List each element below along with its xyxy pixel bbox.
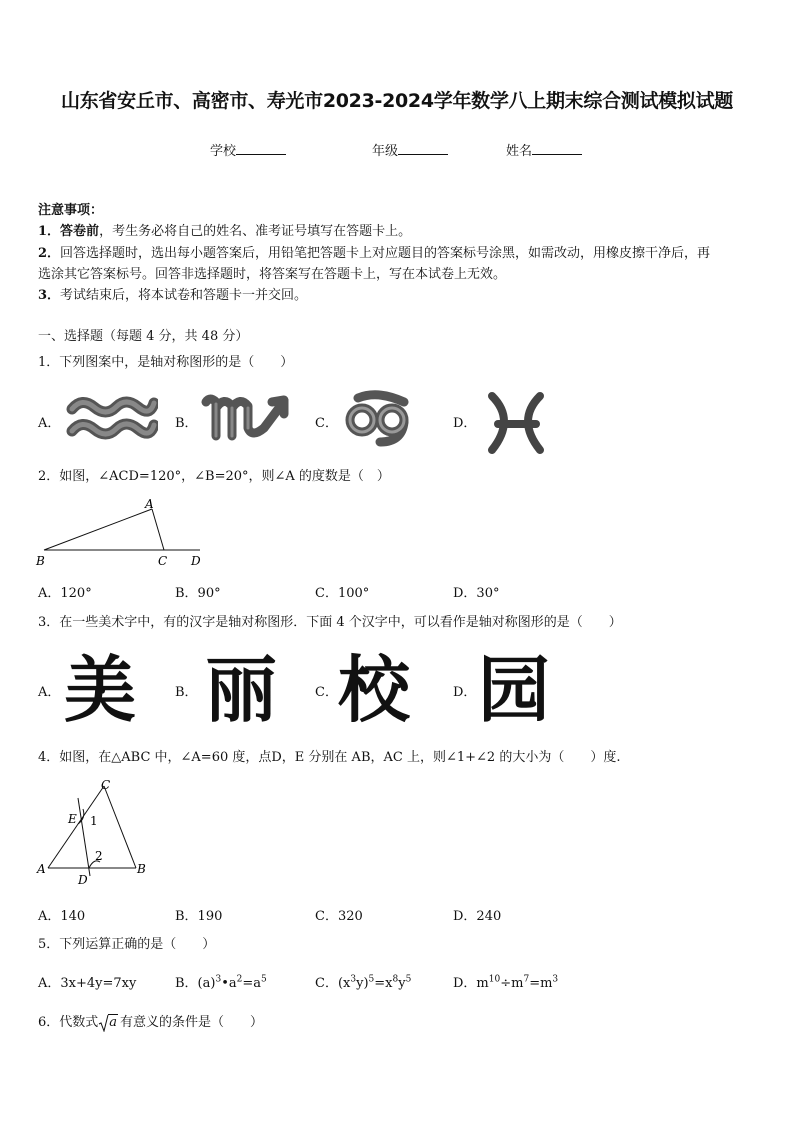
q4-option-c: C．320 xyxy=(315,909,363,924)
q4-option-d: D．240 xyxy=(453,909,502,924)
q5-option-b xyxy=(175,972,267,991)
q4-stem: 4．如图，在△ABC 中，∠A=60 度，点D，E 分别在 AB，AC 上，则∠1+∠2 的大小为（ ）度. xyxy=(38,750,621,765)
aquarius-symbol-image xyxy=(66,393,158,447)
q1-option-d-label: D． xyxy=(453,416,477,431)
notice-heading: 注意事项： xyxy=(38,203,104,218)
q2-label-d: D xyxy=(191,554,201,568)
notice-item-3-num: 3． xyxy=(38,288,61,303)
name-blank[interactable] xyxy=(532,142,582,155)
q5-d-exp: 7 xyxy=(523,974,530,985)
cancer-symbol-image xyxy=(338,388,416,448)
q6-stem-pre: 6．代数式 xyxy=(38,1015,99,1030)
q3-char-b: 丽 xyxy=(205,648,278,732)
q6-stem-post: 有意义的条件是（ ） xyxy=(120,1015,264,1030)
notice-item-2-cont: 选涂其它答案标号。回答非选择题时，将答案写在答题卡上，写在本试卷上无效。 xyxy=(38,267,507,282)
q5-d-part: =m xyxy=(529,976,553,991)
pisces-symbol-image xyxy=(486,390,546,456)
notice-item-1-text: ，考生务必将自己的姓名、准考证号填写在答题卡上。 xyxy=(99,224,412,239)
q1-stem: 1．下列图案中，是轴对称图形的是（ ） xyxy=(38,355,294,370)
q1-option-c-label: C． xyxy=(315,416,338,431)
name-field xyxy=(506,140,582,159)
q2-option-d: D．30° xyxy=(453,586,500,601)
q5-b-part: B．(a) xyxy=(175,976,216,991)
school-label: 学校 xyxy=(210,144,237,159)
q6-radicand: a xyxy=(109,1015,118,1030)
q2-option-c: C．100° xyxy=(315,586,370,601)
q2-option-a: A．120° xyxy=(38,586,92,601)
q5-d-exp: 10 xyxy=(488,974,501,985)
notice-item-2 xyxy=(38,243,710,265)
q5-b-part: •a xyxy=(221,976,237,991)
q5-option-c xyxy=(315,972,411,991)
q3-option-d-label: D． xyxy=(453,685,477,700)
q4-label-d: D xyxy=(78,873,88,887)
q1-option-a-label: A． xyxy=(38,416,61,431)
q2-triangle-figure xyxy=(34,494,214,570)
q5-stem: 5．下列运算正确的是（ ） xyxy=(38,937,216,952)
q4-angle-1: 1 xyxy=(90,814,98,828)
q4-label-e: E xyxy=(68,812,77,826)
q3-option-a-label: A． xyxy=(38,685,61,700)
q4-option-a: A．140 xyxy=(38,909,86,924)
q6-radical xyxy=(98,1012,118,1034)
school-blank[interactable] xyxy=(236,142,286,155)
q5-d-part: D．m xyxy=(453,976,489,991)
q4-label-b: B xyxy=(137,862,146,876)
q5-c-part: y xyxy=(398,976,406,991)
sqrt-icon xyxy=(98,1014,109,1032)
q2-stem: 2．如图，∠ACD=120°，∠B=20°，则∠A 的度数是（ ） xyxy=(38,469,390,484)
section-heading: 一、选择题（每题 4 分，共 48 分） xyxy=(38,329,249,344)
q4-label-a: A xyxy=(37,862,46,876)
q2-label-c: C xyxy=(158,554,168,568)
notice-item-1-bold: 答卷前 xyxy=(60,224,100,239)
page-title: 山东省安丘市、高密市、寿光市2023-2024学年数学八上期末综合测试模拟试题 xyxy=(61,90,733,112)
q5-d-part: ÷m xyxy=(500,976,524,991)
q5-c-part: =x xyxy=(374,976,393,991)
name-label: 姓名 xyxy=(506,144,533,159)
q5-c-part: y) xyxy=(356,976,369,991)
q3-option-b-label: B． xyxy=(175,685,198,700)
notice-item-1 xyxy=(38,221,411,243)
q3-char-c: 校 xyxy=(338,648,411,732)
q5-c-exp: 5 xyxy=(368,974,375,985)
q3-char-a: 美 xyxy=(64,648,137,732)
grade-blank[interactable] xyxy=(398,142,448,155)
q3-stem: 3．在一些美术字中，有的汉字是轴对称图形．下面 4 个汉字中，可以看作是轴对称图形的是（ ） xyxy=(38,615,622,630)
notice-item-2-num: 2． xyxy=(38,246,61,261)
q5-option-a: A．3x+4y=7xy xyxy=(38,976,137,991)
q3-option-c-label: C． xyxy=(315,685,338,700)
q2-label-a: A xyxy=(145,497,154,511)
q4-triangle-figure xyxy=(34,776,158,888)
q5-b-part: =a xyxy=(242,976,261,991)
q5-b-exp: 2 xyxy=(236,974,243,985)
notice-item-1-num: 1． xyxy=(38,224,61,239)
scorpio-symbol-image xyxy=(200,388,296,446)
q6-stem xyxy=(38,1012,263,1034)
q2-label-b: B xyxy=(36,554,45,568)
q4-label-c: C xyxy=(101,778,111,792)
q5-option-d xyxy=(453,972,558,991)
q3-char-d: 园 xyxy=(478,648,551,732)
school-field xyxy=(210,140,286,159)
q5-c-exp: 5 xyxy=(405,974,412,985)
q2-option-b: B．90° xyxy=(175,586,221,601)
q5-b-exp: 5 xyxy=(261,974,267,985)
q5-d-exp: 3 xyxy=(552,974,559,985)
q5-c-exp: 8 xyxy=(392,974,399,985)
q4-option-b: B．190 xyxy=(175,909,223,924)
notice-item-3-text: 考试结束后，将本试卷和答题卡一并交回。 xyxy=(60,288,308,303)
q5-b-exp: 3 xyxy=(215,974,222,985)
q5-c-exp: 3 xyxy=(350,974,357,985)
q5-c-part: C．(x xyxy=(315,976,351,991)
grade-label: 年级 xyxy=(372,144,399,159)
q1-option-b-label: B． xyxy=(175,416,198,431)
q4-angle-2: 2 xyxy=(95,849,103,863)
notice-item-2-text: 回答选择题时，选出每小题答案后，用铅笔把答题卡上对应题目的答案标号涂黑，如需改动，用橡皮擦干净后，再 xyxy=(60,246,711,261)
grade-field xyxy=(372,140,448,159)
notice-item-3 xyxy=(38,285,307,307)
